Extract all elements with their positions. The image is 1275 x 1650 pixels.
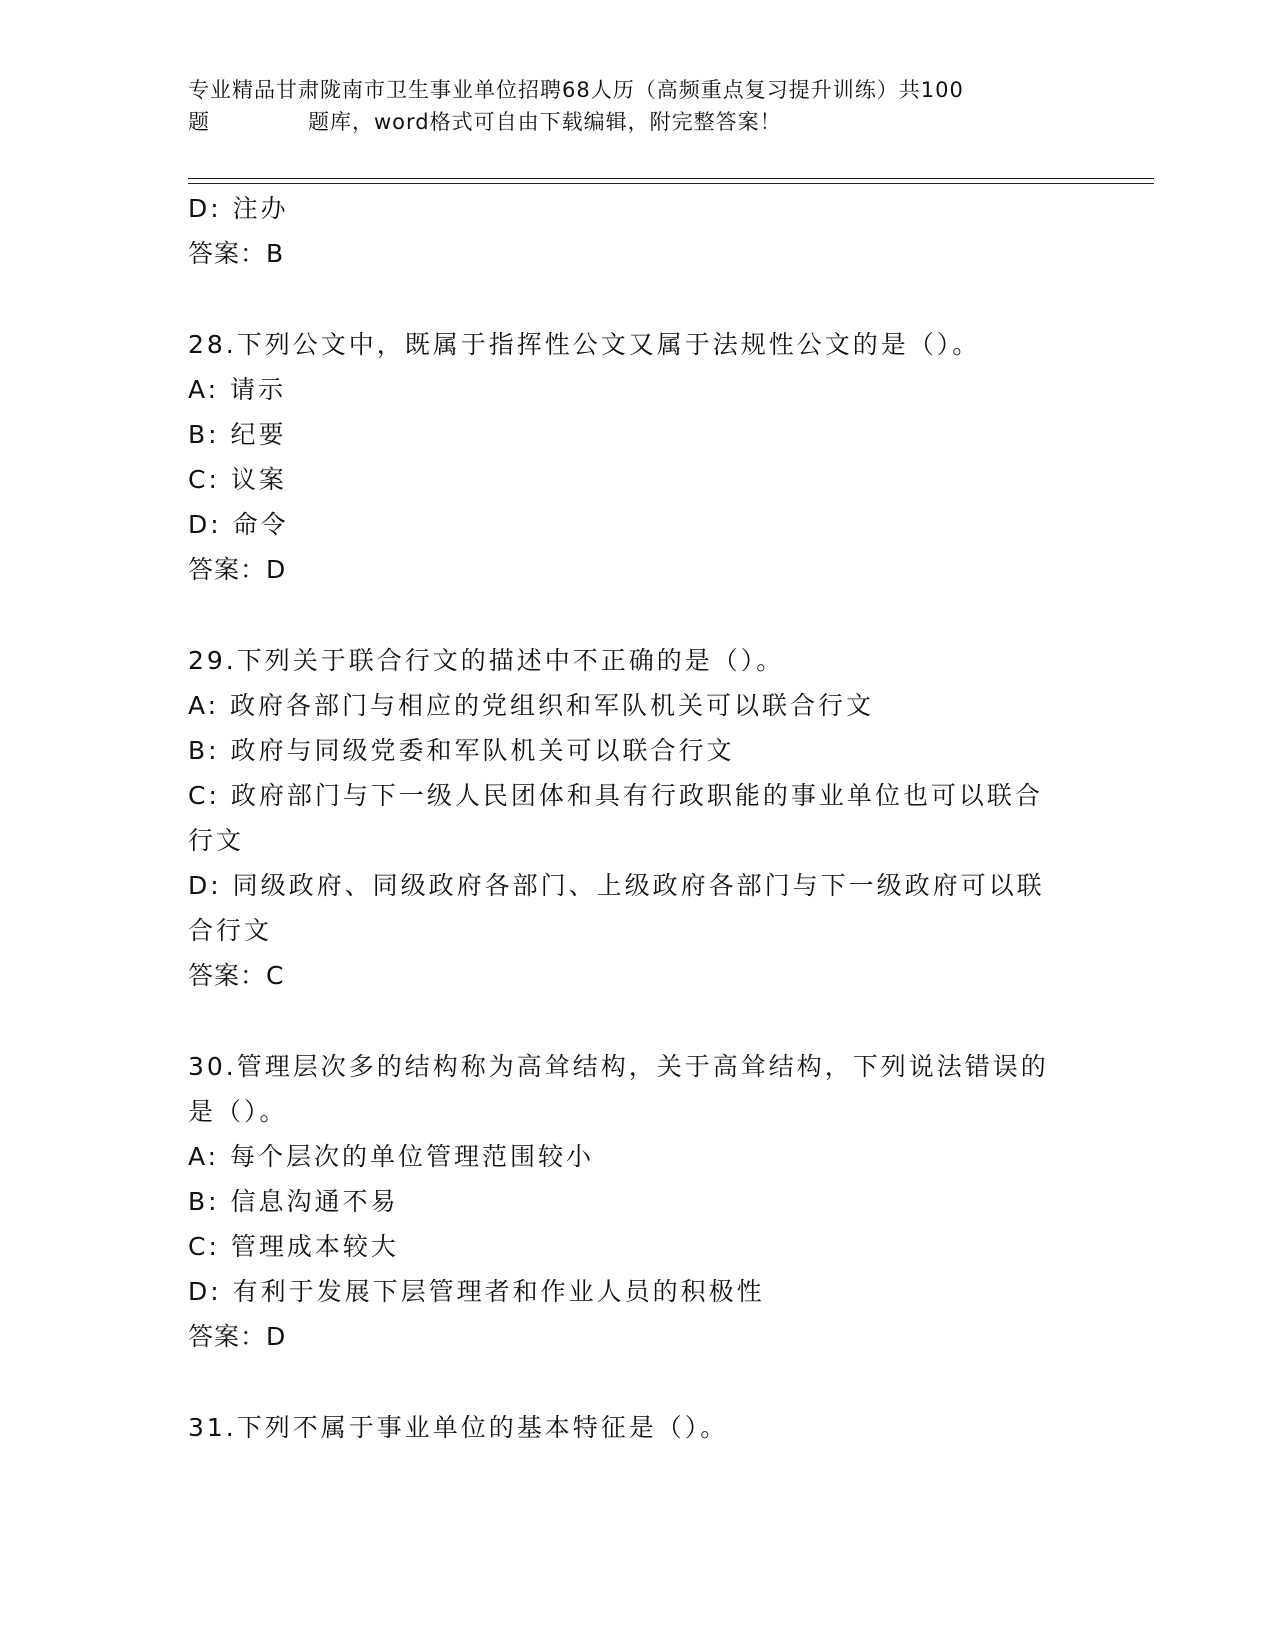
header-line-1: 专业精品甘肃陇南市卫生事业单位招聘68人历（高频重点复习提升训练）共100: [188, 78, 964, 102]
option-d: D: 同级政府、同级政府各部门、上级政府各部门与下一级政府可以联合行文: [188, 871, 1045, 945]
header-line-2: [188, 106, 1068, 138]
option-c: C: 议案: [188, 465, 287, 494]
option-b: B: 纪要: [188, 420, 287, 449]
question-28: [188, 322, 1068, 592]
question-stem: 31.下列不属于事业单位的基本特征是（）。: [188, 1413, 729, 1442]
answer: 答案：C: [188, 961, 285, 990]
question-29: [188, 638, 1068, 998]
answer: 答案：B: [188, 239, 285, 268]
answer: 答案：D: [188, 555, 287, 584]
question-30: [188, 1044, 1068, 1359]
previous-question-tail: [188, 186, 1068, 276]
header-rule-top: [188, 178, 1154, 179]
option-a: A: 每个层次的单位管理范围较小: [188, 1142, 595, 1171]
question-stem: 30.管理层次多的结构称为高耸结构，关于高耸结构，下列说法错误的是（）。: [188, 1052, 1049, 1126]
document-header: [188, 74, 1068, 138]
option-d: D: 有利于发展下层管理者和作业人员的积极性: [188, 1277, 765, 1306]
question-31: [188, 1405, 1068, 1450]
question-stem: 28.下列公文中，既属于指挥性公文又属于法规性公文的是（）。: [188, 330, 981, 359]
header-line-2-start: 题: [188, 110, 210, 134]
option-b: B: 信息沟通不易: [188, 1187, 399, 1216]
option-a: A: 政府各部门与相应的党组织和军队机关可以联合行文: [188, 691, 875, 720]
option-d: D: 命令: [188, 510, 289, 539]
option-b: B: 政府与同级党委和军队机关可以联合行文: [188, 736, 735, 765]
header-rule-bottom: [188, 183, 1154, 184]
option-c: C: 政府部门与下一级人民团体和具有行政职能的事业单位也可以联合行文: [188, 781, 1043, 855]
option-d: D: 注办: [188, 194, 289, 223]
option-a: A: 请示: [188, 375, 287, 404]
answer: 答案：D: [188, 1322, 287, 1351]
question-stem: 29.下列关于联合行文的描述中不正确的是（）。: [188, 646, 785, 675]
header-line-2-rest: 题库，word格式可自由下载编辑，附完整答案！: [308, 110, 782, 134]
question-list: [188, 186, 1068, 1450]
option-c: C: 管理成本较大: [188, 1232, 399, 1261]
